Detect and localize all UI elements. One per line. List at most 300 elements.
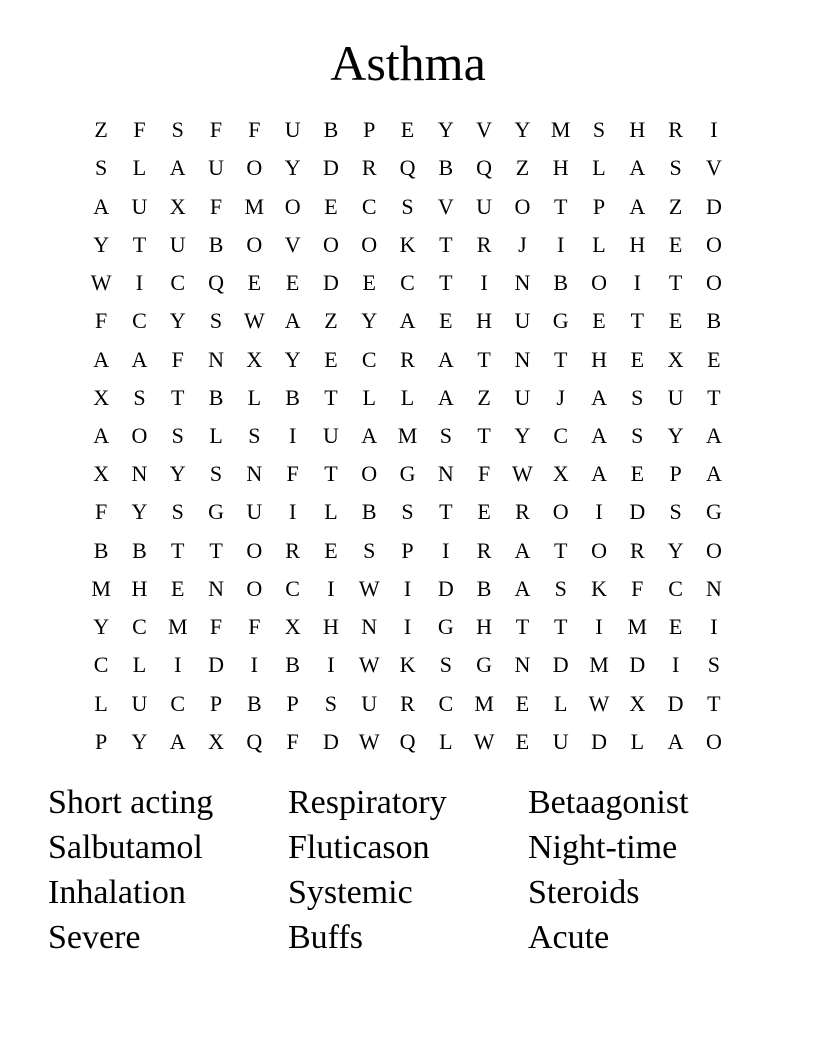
grid-cell: T: [630, 308, 645, 334]
grid-cell: L: [132, 155, 147, 181]
grid-cell: X: [208, 728, 224, 754]
grid-cell: E: [707, 346, 721, 372]
grid-cell: E: [668, 231, 683, 257]
grid-cell: E: [247, 270, 262, 296]
grid-cell: G: [476, 652, 493, 678]
grid-cell: M: [550, 117, 571, 143]
grid-cell: I: [442, 537, 450, 563]
grid-cell: B: [132, 537, 147, 563]
grid-cell: B: [323, 117, 339, 143]
grid-cell: U: [514, 384, 531, 410]
letter-grid: [82, 111, 733, 761]
grid-cell: E: [668, 308, 683, 334]
grid-cell: O: [705, 537, 722, 563]
grid-cell: S: [554, 575, 567, 601]
grid-cell: U: [208, 155, 224, 181]
grid-cell: S: [401, 499, 414, 525]
grid-cell: Z: [94, 117, 108, 143]
grid-cell: I: [327, 652, 335, 678]
grid-cell: P: [592, 193, 606, 219]
grid-cell: U: [476, 193, 493, 219]
word-list-item: Systemic: [288, 874, 413, 911]
grid-cell: M: [397, 422, 418, 448]
grid-cell: V: [705, 155, 722, 181]
grid-cell: R: [400, 346, 415, 372]
grid-cell: A: [399, 308, 416, 334]
grid-cell: E: [630, 346, 645, 372]
grid-cell: L: [324, 499, 338, 525]
grid-cell: I: [710, 117, 718, 143]
grid-cell: B: [208, 384, 224, 410]
grid-cell: F: [133, 117, 146, 143]
grid-cell: C: [438, 690, 454, 716]
grid-cell: N: [131, 461, 148, 487]
word-list-item: Buffs: [288, 919, 363, 956]
grid-cell: A: [591, 384, 607, 410]
grid-cell: Q: [399, 155, 416, 181]
grid-cell: A: [705, 461, 722, 487]
grid-cell: D: [322, 270, 339, 296]
grid-cell: I: [557, 231, 565, 257]
grid-cell: T: [132, 231, 147, 257]
grid-cell: E: [171, 575, 185, 601]
grid-cell: U: [131, 193, 148, 219]
grid-cell: S: [669, 499, 682, 525]
grid-cell: F: [631, 575, 644, 601]
grid-cell: T: [439, 231, 453, 257]
grid-cell: Y: [437, 117, 454, 143]
grid-cell: T: [439, 270, 453, 296]
grid-cell: P: [401, 537, 414, 563]
grid-cell: G: [437, 614, 454, 640]
grid-cell: D: [322, 155, 339, 181]
grid-cell: N: [246, 461, 263, 487]
grid-cell: H: [476, 308, 493, 334]
grid-cell: Q: [399, 728, 416, 754]
word-list-item: Steroids: [528, 874, 640, 911]
grid-cell: I: [671, 652, 680, 678]
grid-cell: E: [515, 690, 530, 716]
grid-cell: T: [477, 346, 491, 372]
grid-cell: A: [93, 193, 110, 219]
grid-cell: X: [284, 614, 301, 640]
grid-cell: Y: [169, 461, 186, 487]
grid-cell: F: [171, 346, 184, 372]
grid-cell: O: [246, 575, 263, 601]
grid-cell: U: [246, 499, 263, 525]
grid-cell: O: [246, 537, 263, 563]
grid-cell: R: [515, 499, 530, 525]
word-list-item: Short acting: [48, 784, 214, 821]
grid-cell: O: [552, 499, 569, 525]
grid-cell: L: [400, 384, 415, 410]
grid-cell: A: [131, 346, 148, 372]
grid-cell: A: [514, 575, 531, 601]
grid-cell: C: [361, 193, 377, 219]
grid-cell: J: [518, 231, 527, 257]
grid-cell: D: [437, 575, 454, 601]
grid-cell: S: [401, 193, 414, 219]
grid-cell: C: [170, 270, 186, 296]
grid-cell: E: [592, 308, 606, 334]
grid-cell: T: [553, 537, 568, 563]
grid-cell: Y: [93, 614, 110, 640]
grid-cell: R: [400, 690, 415, 716]
grid-cell: S: [209, 461, 223, 487]
grid-cell: H: [322, 614, 339, 640]
grid-cell: T: [553, 346, 568, 372]
grid-cell: H: [629, 117, 646, 143]
grid-cell: Y: [361, 308, 378, 334]
grid-cell: S: [631, 422, 644, 448]
grid-cell: L: [247, 384, 262, 410]
grid-cell: H: [131, 575, 148, 601]
grid-cell: S: [592, 117, 606, 143]
grid-cell: X: [169, 193, 186, 219]
grid-cell: L: [553, 690, 568, 716]
grid-cell: E: [324, 537, 338, 563]
grid-cell: I: [403, 575, 412, 601]
word-list-item: Inhalation: [48, 874, 186, 911]
grid-cell: C: [132, 308, 147, 334]
grid-cell: M: [589, 652, 609, 678]
grid-cell: A: [169, 728, 186, 754]
grid-cell: G: [552, 308, 569, 334]
grid-cell: W: [358, 575, 380, 601]
grid-cell: M: [474, 690, 494, 716]
grid-cell: T: [209, 537, 223, 563]
grid-cell: V: [284, 231, 301, 257]
grid-cell: I: [633, 270, 641, 296]
grid-cell: W: [512, 461, 533, 487]
grid-cell: L: [209, 422, 223, 448]
grid-cell: C: [93, 652, 109, 678]
grid-cell: U: [361, 690, 378, 716]
grid-cell: E: [477, 499, 491, 525]
grid-cell: Y: [667, 537, 684, 563]
grid-cell: Z: [668, 193, 683, 219]
grid-cell: N: [514, 270, 531, 296]
grid-cell: U: [169, 231, 186, 257]
grid-cell: S: [133, 384, 146, 410]
grid-cell: N: [361, 614, 378, 640]
grid-cell: X: [246, 346, 263, 372]
grid-cell: B: [285, 652, 300, 678]
grid-cell: I: [174, 652, 182, 678]
grid-cell: C: [132, 614, 147, 640]
grid-cell: Q: [476, 155, 493, 181]
grid-cell: I: [288, 499, 297, 525]
grid-cell: B: [553, 270, 569, 296]
grid-cell: O: [246, 231, 263, 257]
grid-cell: B: [706, 308, 722, 334]
grid-cell: U: [514, 308, 531, 334]
grid-cell: C: [553, 422, 569, 448]
grid-cell: Z: [477, 384, 491, 410]
grid-cell: A: [705, 422, 722, 448]
grid-cell: P: [209, 690, 223, 716]
grid-cell: C: [361, 346, 377, 372]
grid-cell: F: [209, 193, 223, 219]
grid-cell: P: [669, 461, 682, 487]
grid-cell: E: [515, 728, 530, 754]
grid-cell: A: [514, 537, 531, 563]
page-title: Asthma: [330, 35, 486, 91]
grid-cell: S: [439, 652, 452, 678]
grid-cell: I: [595, 499, 603, 525]
grid-cell: B: [285, 384, 300, 410]
grid-cell: A: [361, 422, 378, 448]
grid-cell: C: [170, 690, 186, 716]
grid-cell: S: [363, 537, 376, 563]
word-list-item: Severe: [48, 919, 141, 956]
grid-cell: A: [93, 346, 110, 372]
word-list-item: Salbutamol: [48, 829, 203, 866]
grid-cell: N: [514, 652, 531, 678]
word-list-item: Fluticason: [288, 829, 430, 866]
grid-cell: O: [591, 537, 607, 563]
grid-cell: X: [93, 384, 110, 410]
grid-cell: A: [169, 155, 186, 181]
grid-cell: S: [209, 308, 223, 334]
grid-cell: E: [324, 346, 338, 372]
grid-cell: Q: [246, 728, 263, 754]
grid-cell: T: [324, 384, 338, 410]
grid-cell: J: [556, 384, 565, 410]
grid-cell: U: [667, 384, 684, 410]
grid-cell: K: [399, 231, 416, 257]
grid-cell: D: [208, 652, 224, 678]
grid-cell: K: [399, 652, 416, 678]
grid-cell: U: [131, 690, 148, 716]
grid-cell: Q: [208, 270, 224, 296]
grid-cell: L: [592, 231, 606, 257]
grid-cell: T: [171, 537, 185, 563]
grid-cell: F: [209, 117, 223, 143]
grid-cell: N: [208, 575, 224, 601]
grid-cell: L: [94, 690, 108, 716]
grid-cell: F: [248, 614, 261, 640]
grid-cell: B: [93, 537, 109, 563]
grid-cell: S: [707, 652, 721, 678]
grid-cell: T: [324, 461, 338, 487]
grid-cell: O: [705, 270, 722, 296]
grid-cell: U: [322, 422, 339, 448]
grid-cell: R: [361, 155, 377, 181]
grid-cell: M: [244, 193, 265, 219]
grid-cell: Z: [515, 155, 530, 181]
grid-cell: Y: [284, 346, 301, 372]
grid-cell: H: [629, 231, 646, 257]
grid-cell: O: [361, 461, 378, 487]
grid-cell: F: [95, 308, 108, 334]
grid-cell: X: [552, 461, 569, 487]
grid-cell: I: [710, 614, 718, 640]
grid-cell: D: [667, 690, 684, 716]
grid-cell: Y: [667, 422, 684, 448]
grid-cell: A: [591, 461, 607, 487]
grid-cell: H: [591, 346, 607, 372]
grid-cell: W: [358, 652, 380, 678]
grid-cell: A: [437, 346, 454, 372]
grid-cell: T: [553, 193, 568, 219]
grid-cell: I: [327, 575, 335, 601]
grid-cell: P: [286, 690, 299, 716]
grid-cell: E: [400, 117, 415, 143]
grid-cell: Y: [514, 422, 531, 448]
grid-cell: O: [322, 231, 339, 257]
grid-cell: B: [361, 499, 377, 525]
grid-cell: E: [439, 308, 453, 334]
grid-cell: I: [250, 652, 258, 678]
grid-cell: A: [437, 384, 454, 410]
grid-cell: H: [476, 614, 493, 640]
grid-cell: Y: [169, 308, 186, 334]
grid-cell: T: [515, 614, 530, 640]
grid-cell: S: [248, 422, 261, 448]
grid-cell: O: [705, 231, 722, 257]
grid-cell: D: [552, 652, 569, 678]
grid-cell: C: [668, 575, 683, 601]
grid-cell: T: [707, 384, 721, 410]
grid-cell: G: [705, 499, 722, 525]
grid-cell: X: [93, 461, 110, 487]
grid-cell: I: [403, 614, 412, 640]
grid-cell: D: [591, 728, 607, 754]
grid-cell: A: [284, 308, 301, 334]
grid-cell: O: [361, 231, 378, 257]
grid-cell: G: [399, 461, 416, 487]
grid-cell: T: [477, 422, 491, 448]
grid-cell: B: [476, 575, 492, 601]
grid-cell: O: [591, 270, 607, 296]
grid-cell: F: [477, 461, 491, 487]
grid-cell: T: [553, 614, 568, 640]
grid-cell: I: [595, 614, 603, 640]
grid-cell: R: [476, 537, 492, 563]
grid-cell: C: [285, 575, 300, 601]
grid-cell: B: [246, 690, 262, 716]
word-list-item: Night-time: [528, 829, 678, 866]
grid-cell: P: [95, 728, 108, 754]
grid-cell: F: [286, 461, 299, 487]
grid-cell: Y: [93, 231, 110, 257]
grid-cell: S: [171, 422, 184, 448]
grid-cell: L: [592, 155, 606, 181]
grid-cell: I: [135, 270, 144, 296]
grid-cell: S: [631, 384, 644, 410]
grid-cell: Y: [284, 155, 301, 181]
grid-cell: W: [243, 308, 265, 334]
grid-cell: L: [630, 728, 645, 754]
word-list-item: Betaagonist: [528, 784, 689, 821]
grid-cell: P: [363, 117, 376, 143]
grid-cell: S: [171, 117, 184, 143]
grid-cell: U: [284, 117, 301, 143]
grid-cell: A: [667, 728, 684, 754]
grid-cell: R: [476, 231, 492, 257]
grid-cell: I: [288, 422, 297, 448]
grid-cell: S: [439, 422, 452, 448]
grid-cell: W: [358, 728, 380, 754]
grid-cell: M: [91, 575, 111, 601]
grid-cell: V: [476, 117, 493, 143]
grid-cell: H: [552, 155, 569, 181]
grid-cell: D: [705, 193, 722, 219]
grid-cell: T: [439, 499, 453, 525]
grid-cell: O: [514, 193, 531, 219]
grid-cell: X: [667, 346, 684, 372]
grid-cell: V: [437, 193, 454, 219]
grid-cell: R: [629, 537, 645, 563]
grid-cell: T: [668, 270, 683, 296]
grid-cell: M: [167, 614, 188, 640]
grid-cell: U: [552, 728, 569, 754]
grid-cell: L: [132, 652, 147, 678]
grid-cell: D: [629, 499, 646, 525]
grid-cell: Y: [131, 499, 148, 525]
word-list: [48, 780, 768, 960]
grid-cell: D: [322, 728, 339, 754]
grid-cell: E: [285, 270, 300, 296]
grid-cell: I: [480, 270, 488, 296]
grid-cell: N: [437, 461, 454, 487]
grid-cell: R: [668, 117, 683, 143]
grid-cell: O: [284, 193, 301, 219]
grid-cell: A: [93, 422, 110, 448]
grid-cell: K: [591, 575, 607, 601]
grid-cell: D: [629, 652, 646, 678]
grid-cell: S: [669, 155, 682, 181]
grid-cell: F: [95, 499, 108, 525]
grid-cell: M: [627, 614, 648, 640]
grid-cell: E: [324, 193, 338, 219]
grid-cell: S: [95, 155, 108, 181]
grid-cell: B: [208, 231, 224, 257]
grid-cell: L: [439, 728, 453, 754]
grid-cell: N: [514, 346, 531, 372]
grid-cell: E: [630, 461, 645, 487]
grid-cell: A: [591, 422, 607, 448]
grid-cell: S: [171, 499, 184, 525]
word-list-item: Acute: [528, 919, 610, 956]
grid-cell: N: [208, 346, 224, 372]
grid-cell: T: [171, 384, 185, 410]
grid-cell: W: [473, 728, 495, 754]
grid-cell: F: [209, 614, 223, 640]
grid-cell: S: [324, 690, 338, 716]
grid-cell: F: [248, 117, 261, 143]
word-list-item: Respiratory: [288, 784, 447, 821]
grid-cell: C: [400, 270, 415, 296]
grid-cell: T: [707, 690, 721, 716]
grid-cell: Y: [131, 728, 148, 754]
grid-cell: O: [705, 728, 722, 754]
grid-cell: E: [668, 614, 683, 640]
grid-cell: F: [286, 728, 299, 754]
grid-cell: N: [705, 575, 722, 601]
grid-cell: O: [131, 422, 148, 448]
grid-cell: R: [285, 537, 300, 563]
grid-cell: W: [588, 690, 610, 716]
grid-cell: Y: [514, 117, 531, 143]
grid-cell: O: [246, 155, 263, 181]
grid-cell: L: [362, 384, 376, 410]
grid-cell: Z: [324, 308, 338, 334]
grid-cell: A: [629, 193, 646, 219]
grid-cell: X: [629, 690, 646, 716]
grid-cell: A: [629, 155, 646, 181]
